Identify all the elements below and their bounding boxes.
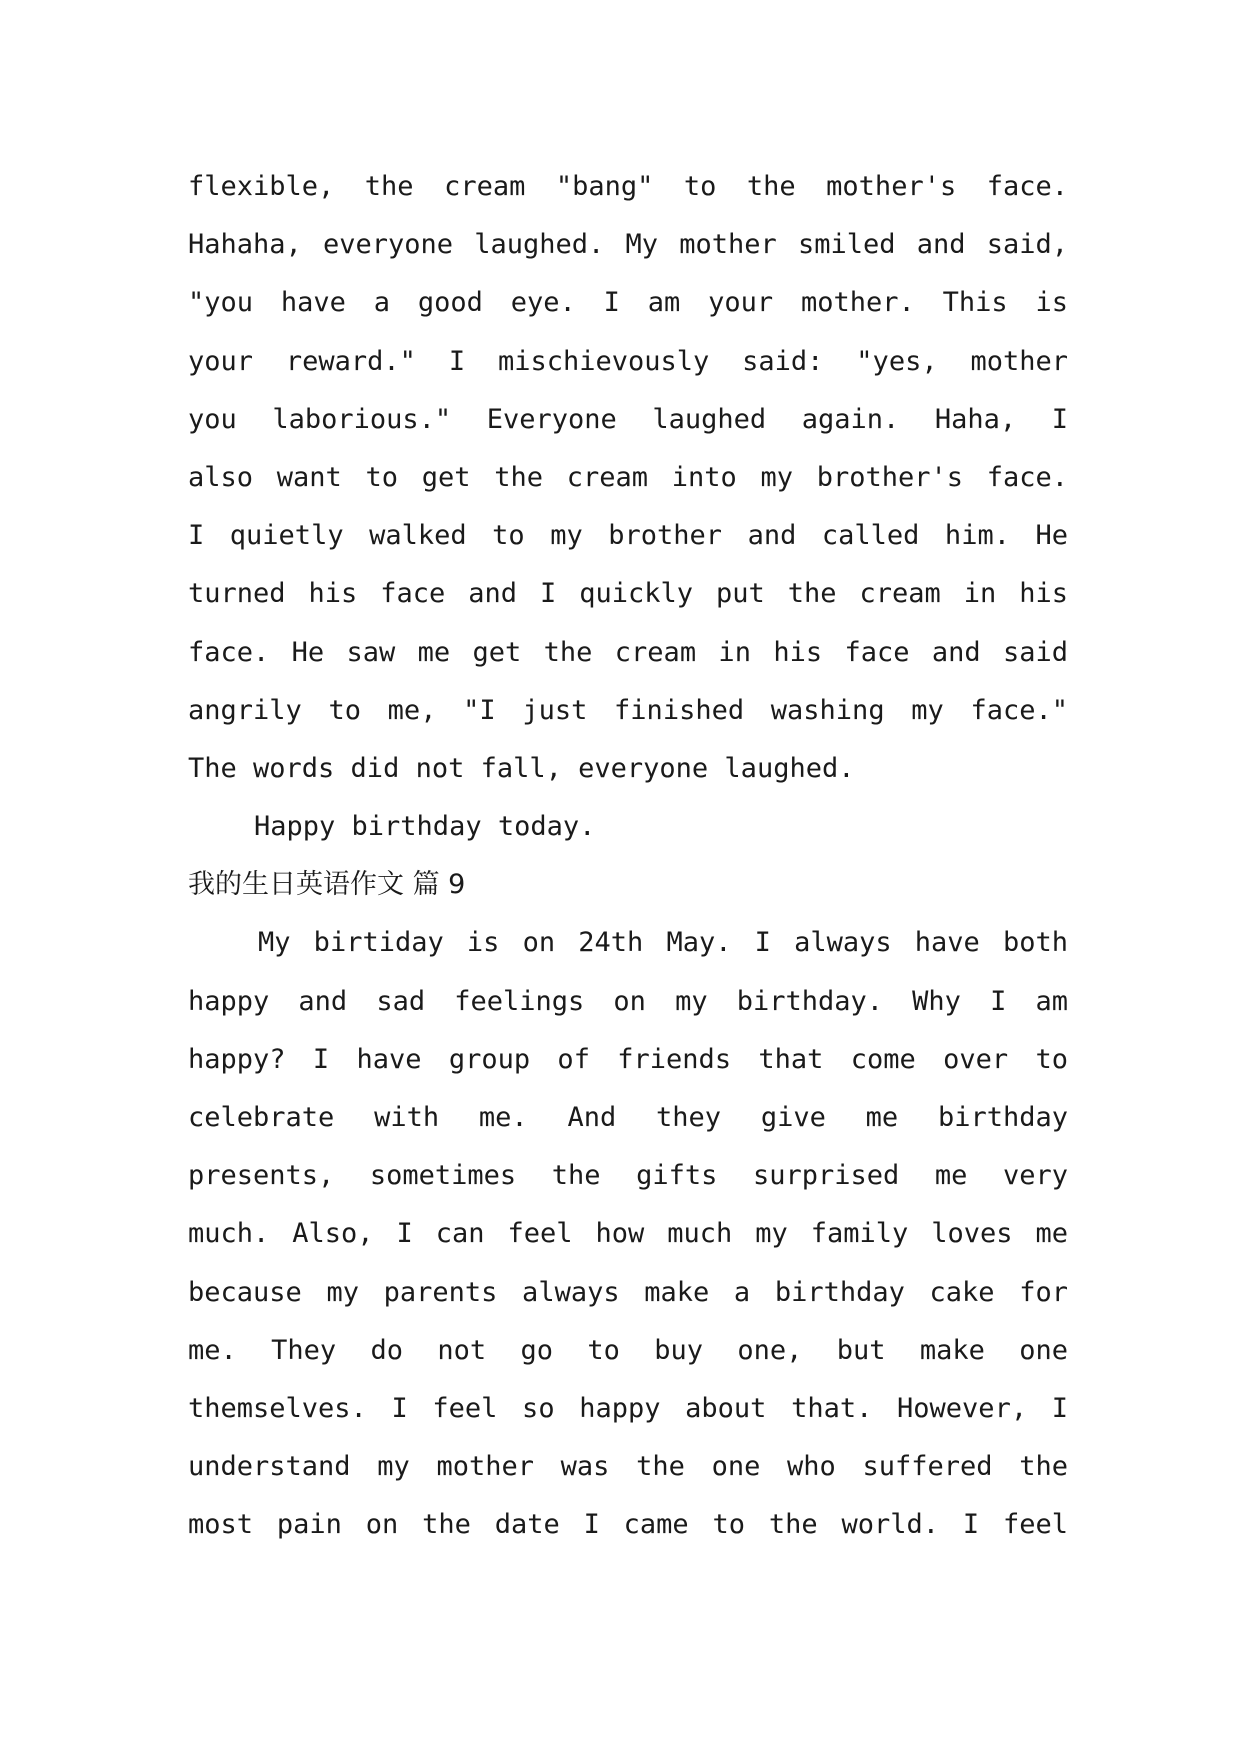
text-line: most pain on the date I came to the world. I feel xyxy=(188,1509,1068,1541)
text-line: your reward." I mischievously said: "yes, mother xyxy=(188,345,1068,377)
text-line: happy? I have group of friends that come over to xyxy=(188,1043,1068,1075)
text-line: presents, sometimes the gifts surprised me very xyxy=(188,1160,1068,1192)
text-line: face. He saw me get the cream in his face and said xyxy=(188,636,1068,668)
text-line: happy and sad feelings on my birthday. Why I am xyxy=(188,985,1068,1017)
text-line: Hahaha, everyone laughed. My mother smiled and said, xyxy=(188,229,1068,261)
text-line: "you have a good eye. I am your mother. This is xyxy=(188,287,1068,319)
story-paragraph xyxy=(188,158,1068,798)
text-line: My birtiday is on 24th May. I always have both xyxy=(258,927,1068,959)
text-line: celebrate with me. And they give me birthday xyxy=(188,1102,1068,1133)
section-heading: 我的生日英语作文 篇 9 xyxy=(188,869,466,901)
closing-paragraph xyxy=(188,798,1068,856)
text-line: flexible, the cream "bang" to the mother's face. xyxy=(188,171,1068,202)
text-line: understand my mother was the one who suffered the xyxy=(188,1451,1068,1483)
text-line: also want to get the cream into my brother's face. xyxy=(188,461,1068,493)
text-line: Happy birthday today. xyxy=(254,811,596,843)
text-line: The words did not fall, everyone laughed. xyxy=(188,752,855,784)
text-line: angrily to me, "I just finished washing my face." xyxy=(188,694,1068,726)
text-line: themselves. I feel so happy about that. However, I xyxy=(188,1392,1068,1424)
text-line: much. Also, I can feel how much my family loves me xyxy=(188,1218,1068,1250)
text-line: me. They do not go to buy one, but make one xyxy=(188,1334,1068,1366)
text-line: you laborious." Everyone laughed again. Haha, I xyxy=(188,403,1068,435)
text-line: because my parents always make a birthday cake for xyxy=(188,1276,1068,1308)
document-page xyxy=(188,158,1068,1555)
text-line: turned his face and I quickly put the cream in his xyxy=(188,578,1068,610)
essay-paragraph xyxy=(188,914,1068,1554)
text-line: I quietly walked to my brother and called him. He xyxy=(188,520,1068,552)
